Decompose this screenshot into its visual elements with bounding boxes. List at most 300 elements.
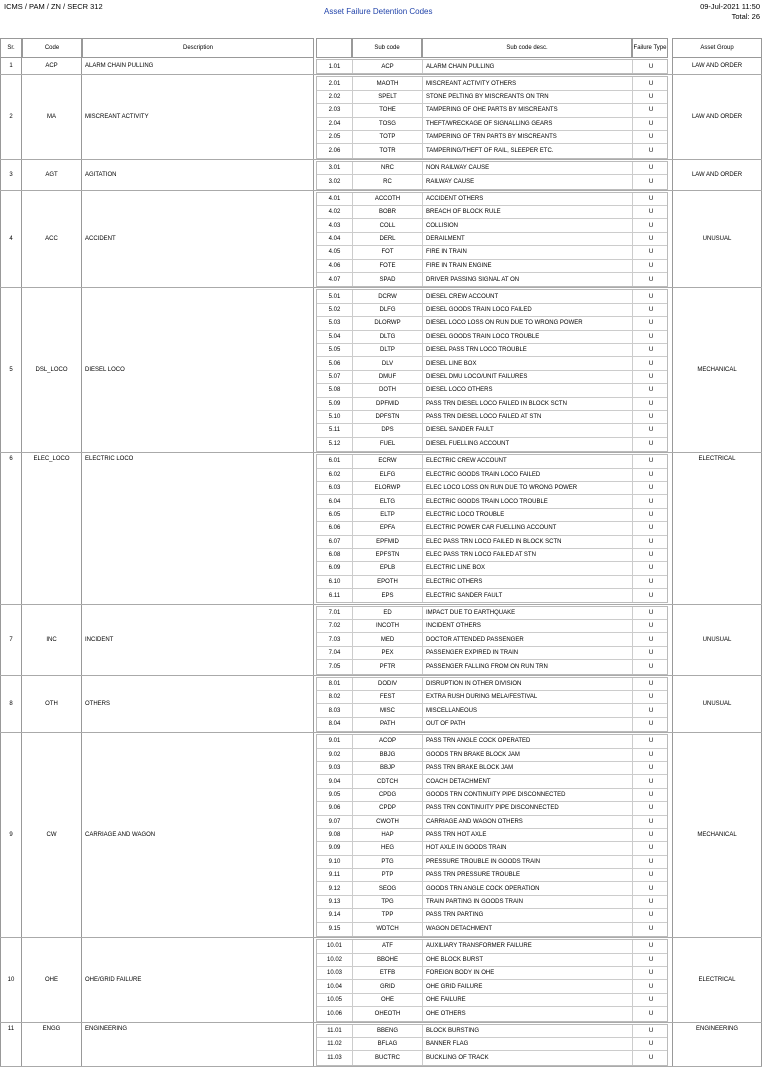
sub-code-row (317, 735, 667, 748)
sub-code-number: 4.05 (317, 246, 353, 258)
sub-code-number: 9.10 (317, 856, 353, 868)
sub-code-row (317, 424, 667, 437)
failure-type: U (648, 134, 654, 141)
failure-type: U (648, 178, 654, 185)
sub-code: FUEL (353, 438, 423, 451)
sub-code: BUCTRC (353, 1051, 423, 1064)
sub-code-row (317, 589, 667, 602)
row-asset-group: ELECTRICAL (672, 938, 762, 1021)
failure-type: U (648, 680, 654, 687)
sub-code-desc: ELECTRIC OTHERS (423, 576, 633, 588)
sub-code-desc: INCIDENT OTHERS (423, 620, 633, 632)
row-code: ELEC_LOCO (22, 453, 82, 603)
sub-code-desc: ELECTRIC LOCO TROUBLE (423, 509, 633, 521)
sub-code-number: 10.01 (317, 940, 353, 952)
sub-code-row (317, 762, 667, 775)
failure-type: U (648, 400, 654, 407)
sub-code-number: 9.09 (317, 842, 353, 854)
sub-code-desc: DISRUPTION IN OTHER DIVISION (423, 678, 633, 690)
sub-code-desc: OHE FAILURE (423, 994, 633, 1006)
col-sub-code-desc: Sub code desc. (422, 38, 632, 58)
sub-code-desc: HOT AXLE IN GOODS TRAIN (423, 842, 633, 854)
failure-type: U (648, 649, 654, 656)
failure-type: U (648, 306, 654, 313)
sub-code-row (317, 775, 667, 788)
sub-code-desc: DRIVER PASSING SIGNAL AT ON (423, 273, 633, 286)
sub-code-desc: EXTRA RUSH DURING MELA/FESTIVAL (423, 691, 633, 703)
sub-code-row (317, 522, 667, 535)
failure-type: U (648, 899, 654, 906)
sub-code-number: 6.09 (317, 562, 353, 574)
sub-code: PTP (353, 869, 423, 881)
row-code: AGT (22, 160, 82, 190)
failure-type: U (648, 195, 654, 202)
failure-type: U (648, 1041, 654, 1048)
sub-code-desc: PASS TRN PARTING (423, 909, 633, 921)
row-code: OHE (22, 938, 82, 1021)
sub-code-row (317, 482, 667, 495)
sub-code-row (317, 77, 667, 90)
failure-type: U (648, 970, 654, 977)
sub-code: BBOHE (353, 954, 423, 966)
table-row (0, 288, 762, 453)
sub-code: BFLAG (353, 1038, 423, 1050)
col-sub-code: Sub code (352, 38, 422, 58)
table-row (0, 160, 762, 191)
failure-type: U (648, 791, 654, 798)
sub-code: EPFMID (353, 536, 423, 548)
row-asset-group: MECHANICAL (672, 288, 762, 452)
sub-code-row (317, 509, 667, 522)
col-sr: Sr. (0, 38, 22, 58)
sub-code-row (317, 967, 667, 980)
sub-code: DCRW (353, 290, 423, 302)
sub-code-row (317, 438, 667, 451)
sub-code-number: 9.12 (317, 882, 353, 894)
failure-type: U (648, 164, 654, 171)
failure-type: U (648, 209, 654, 216)
sub-code-desc: COACH DETACHMENT (423, 775, 633, 787)
sub-code-row (317, 576, 667, 589)
row-description: DIESEL LOCO (82, 288, 314, 452)
sub-code-row (317, 940, 667, 953)
row-sr: 4 (0, 191, 22, 288)
sub-code: DLORWP (353, 317, 423, 329)
row-asset-group: LAW AND ORDER (672, 58, 762, 74)
sub-code-number: 4.02 (317, 206, 353, 218)
sub-code-number: 10.05 (317, 994, 353, 1006)
sub-code-number: 7.05 (317, 660, 353, 673)
sub-code-list (316, 734, 668, 937)
sub-code-desc: BLOCK BURSTING (423, 1025, 633, 1037)
failure-type: U (648, 565, 654, 572)
sub-code-number: 5.05 (317, 344, 353, 356)
sub-code: BBJG (353, 749, 423, 761)
failure-type: U (648, 441, 654, 448)
sub-code: DLTP (353, 344, 423, 356)
sub-code-row (317, 411, 667, 424)
sub-code-desc: PASSENGER FALLING FROM ON RUN TRN (423, 660, 633, 673)
failure-type: U (648, 471, 654, 478)
failure-type: U (648, 885, 654, 892)
sub-code-number: 6.01 (317, 455, 353, 467)
sub-code: ETFB (353, 967, 423, 979)
sub-code-desc: BUCKLING OF TRACK (423, 1051, 633, 1064)
sub-code-number: 9.07 (317, 816, 353, 828)
sub-code-row (317, 162, 667, 175)
sub-code-row (317, 331, 667, 344)
sub-code-number: 2.04 (317, 118, 353, 130)
failure-type: U (648, 943, 654, 950)
sub-code: EPS (353, 589, 423, 602)
row-description: ACCIDENT (82, 191, 314, 288)
sub-code-desc: OUT OF PATH (423, 718, 633, 731)
sub-code: EPLB (353, 562, 423, 574)
sub-code-number: 6.06 (317, 522, 353, 534)
sub-code-desc: TAMPERING/THEFT OF RAIL, SLEEPER ETC. (423, 144, 633, 157)
sub-code: BBENG (353, 1025, 423, 1037)
sub-code-desc: OHE OTHERS (423, 1007, 633, 1020)
sub-code: HEG (353, 842, 423, 854)
table-row (0, 605, 762, 676)
sub-code-number: 1.01 (317, 60, 353, 73)
sub-code: TOSG (353, 118, 423, 130)
sub-code-row (317, 882, 667, 895)
row-code: ACC (22, 191, 82, 288)
failure-type: U (648, 778, 654, 785)
sub-code: INCOTH (353, 620, 423, 632)
sub-code-list (316, 192, 668, 288)
failure-type: U (648, 636, 654, 643)
sub-code: FOT (353, 246, 423, 258)
sub-code: EPFA (353, 522, 423, 534)
sub-code-row (317, 469, 667, 482)
sub-code: TPG (353, 896, 423, 908)
failure-type: U (648, 983, 654, 990)
sub-code-row (317, 549, 667, 562)
sub-code-row (317, 175, 667, 188)
sub-code: ACOP (353, 735, 423, 747)
row-description: ALARM CHAIN PULLING (82, 58, 314, 74)
failure-type: U (648, 1055, 654, 1062)
sub-code-desc: ELEC LOCO LOSS ON RUN DUE TO WRONG POWER (423, 482, 633, 494)
sub-code-desc: TRAIN PARTING IN GOODS TRAIN (423, 896, 633, 908)
sub-code: CPDG (353, 789, 423, 801)
failure-type: U (648, 498, 654, 505)
row-description: CARRIAGE AND WAGON (82, 733, 314, 937)
sub-code: WDTCH (353, 923, 423, 936)
failure-type: U (648, 525, 654, 532)
sub-code-row (317, 678, 667, 691)
sub-code-list (316, 76, 668, 158)
sub-code-row (317, 357, 667, 370)
sub-code-desc: TAMPERING OF TRN PARTS BY MISCREANTS (423, 131, 633, 143)
failure-type: U (648, 511, 654, 518)
sub-code: PATH (353, 718, 423, 731)
sub-code-desc: GOODS TRN CONTINUITY PIPE DISCONNECTED (423, 789, 633, 801)
failure-type: U (648, 872, 654, 879)
sub-code: ATF (353, 940, 423, 952)
sub-code: OHEOTH (353, 1007, 423, 1020)
col-failure-type: Failure Type (632, 38, 668, 58)
failure-type: U (648, 93, 654, 100)
sub-code: DPS (353, 424, 423, 436)
sub-code-row (317, 896, 667, 909)
failure-type: U (648, 276, 654, 283)
sub-code-number: 6.08 (317, 549, 353, 561)
sub-code-row (317, 206, 667, 219)
sub-code-number: 10.03 (317, 967, 353, 979)
sub-code-row (317, 1007, 667, 1020)
sub-code: DLTG (353, 331, 423, 343)
sub-code-number: 6.10 (317, 576, 353, 588)
sub-code: GRID (353, 980, 423, 992)
sub-code: SPELT (353, 91, 423, 103)
sub-code-row (317, 607, 667, 620)
sub-code-number: 5.01 (317, 290, 353, 302)
table-row (0, 75, 762, 159)
sub-code-desc: RAILWAY CAUSE (423, 175, 633, 188)
row-asset-group: LAW AND ORDER (672, 75, 762, 158)
sub-code-row (317, 344, 667, 357)
row-sr: 1 (0, 58, 22, 74)
sub-code-row (317, 842, 667, 855)
failure-type: U (648, 707, 654, 714)
sub-code-desc: ELECTRIC LINE BOX (423, 562, 633, 574)
sub-code-number: 9.02 (317, 749, 353, 761)
sub-code-number: 5.11 (317, 424, 353, 436)
report-total: Total: 26 (731, 12, 760, 21)
failure-type: U (648, 458, 654, 465)
sub-code-desc: PASSENGER EXPIRED IN TRAIN (423, 647, 633, 659)
failure-type: U (648, 926, 654, 933)
sub-code-number: 9.06 (317, 802, 353, 814)
sub-code-number: 5.10 (317, 411, 353, 423)
sub-code-row (317, 495, 667, 508)
table-row (0, 58, 762, 75)
sub-code-number: 9.01 (317, 735, 353, 747)
sub-code-row (317, 789, 667, 802)
sub-code-number: 11.03 (317, 1051, 353, 1064)
sub-code-number: 8.02 (317, 691, 353, 703)
failure-type: U (648, 427, 654, 434)
sub-code-number: 5.02 (317, 304, 353, 316)
page-header (4, 2, 760, 24)
sub-code-list (316, 1024, 668, 1066)
table-row (0, 191, 762, 289)
sub-code-desc: DERAILMENT (423, 233, 633, 245)
sub-code-number: 5.04 (317, 331, 353, 343)
failure-type: U (648, 751, 654, 758)
failure-type: U (648, 609, 654, 616)
table-body (0, 58, 762, 1067)
sub-code-row (317, 647, 667, 660)
sub-code: DODIV (353, 678, 423, 690)
sub-code-row (317, 869, 667, 882)
sub-code-number: 5.12 (317, 438, 353, 451)
failure-type: U (648, 858, 654, 865)
sub-code: ECRW (353, 455, 423, 467)
sub-code-desc: DIESEL GOODS TRAIN LOCO FAILED (423, 304, 633, 316)
detention-codes-table (0, 38, 762, 1067)
table-row (0, 733, 762, 938)
sub-code-number: 4.07 (317, 273, 353, 286)
sub-code-row (317, 384, 667, 397)
sub-code-desc: FIRE IN TRAIN (423, 246, 633, 258)
sub-code-number: 4.03 (317, 219, 353, 231)
sub-code-list (316, 161, 668, 190)
sub-code: PFTR (353, 660, 423, 673)
failure-type: U (648, 623, 654, 630)
sub-code: FOTE (353, 260, 423, 272)
sub-code-row (317, 909, 667, 922)
sub-code-desc: OHE GRID FAILURE (423, 980, 633, 992)
sub-code: EPOTH (353, 576, 423, 588)
row-sr: 8 (0, 676, 22, 733)
report-title: Asset Failure Detention Codes (324, 7, 433, 16)
sub-code: ELTP (353, 509, 423, 521)
sub-code-desc: ELECTRIC SANDER FAULT (423, 589, 633, 602)
sub-code-desc: PASS TRN HOT AXLE (423, 829, 633, 841)
sub-code: ELTG (353, 495, 423, 507)
sub-code: ACCOTH (353, 193, 423, 205)
sub-code-row (317, 260, 667, 273)
sub-code-row (317, 1038, 667, 1051)
col-code: Code (22, 38, 82, 58)
sub-code: MISC (353, 704, 423, 716)
row-description: INCIDENT (82, 605, 314, 675)
failure-type: U (648, 235, 654, 242)
sub-code-number: 9.04 (317, 775, 353, 787)
sub-code-row (317, 131, 667, 144)
row-asset-group: MECHANICAL (672, 733, 762, 937)
row-sr: 3 (0, 160, 22, 190)
row-description: MISCREANT ACTIVITY (82, 75, 314, 158)
sub-code-desc: BANNER FLAG (423, 1038, 633, 1050)
sub-code: OHE (353, 994, 423, 1006)
failure-type: U (648, 320, 654, 327)
sub-code-row (317, 620, 667, 633)
row-code: ACP (22, 58, 82, 74)
sub-code-desc: ELECTRIC GOODS TRAIN LOCO FAILED (423, 469, 633, 481)
sub-code-desc: PASS TRN DIESEL LOCO FAILED IN BLOCK SCTN (423, 398, 633, 410)
row-sr: 2 (0, 75, 22, 158)
sub-code-row (317, 118, 667, 131)
sub-code-row (317, 60, 667, 73)
sub-code-number: 7.04 (317, 647, 353, 659)
sub-code-row (317, 718, 667, 731)
row-description: ENGINEERING (82, 1023, 314, 1066)
sub-code: PTG (353, 856, 423, 868)
sub-code-row (317, 144, 667, 157)
sub-code: FEST (353, 691, 423, 703)
sub-code: CPDP (353, 802, 423, 814)
failure-type: U (648, 347, 654, 354)
sub-code-desc: ELECTRIC POWER CAR FUELLING ACCOUNT (423, 522, 633, 534)
sub-code-row (317, 691, 667, 704)
sub-code: MED (353, 633, 423, 645)
sub-code-list (316, 606, 668, 675)
failure-type: U (648, 485, 654, 492)
sub-code-desc: COLLISION (423, 219, 633, 231)
sub-code-desc: ELECTRIC GOODS TRAIN LOCO TROUBLE (423, 495, 633, 507)
sub-code-desc: ELECTRIC CREW ACCOUNT (423, 455, 633, 467)
sub-code-desc: GOODS TRN ANGLE COCK OPERATION (423, 882, 633, 894)
sub-code-desc: PASS TRN PRESSURE TROUBLE (423, 869, 633, 881)
row-sr: 6 (0, 453, 22, 603)
col-asset-group: Asset Group (672, 38, 762, 58)
sub-code: ELORWP (353, 482, 423, 494)
sub-code: DMUF (353, 371, 423, 383)
report-meta (700, 2, 760, 22)
sub-code-row (317, 633, 667, 646)
failure-type: U (648, 592, 654, 599)
sub-code-number: 2.06 (317, 144, 353, 157)
row-asset-group: UNUSUAL (672, 191, 762, 288)
failure-type: U (648, 996, 654, 1003)
failure-type: U (648, 262, 654, 269)
sub-code-row (317, 923, 667, 936)
sub-code-number: 2.01 (317, 77, 353, 89)
sub-code: COLL (353, 219, 423, 231)
sub-code-number: 5.03 (317, 317, 353, 329)
sub-code: DOTH (353, 384, 423, 396)
sub-code-list (316, 59, 668, 74)
failure-type: U (648, 538, 654, 545)
failure-type: U (648, 765, 654, 772)
sub-code-desc: IMPACT DUE TO EARTHQUAKE (423, 607, 633, 619)
sub-code-row (317, 233, 667, 246)
sub-code-row (317, 704, 667, 717)
sub-code-row (317, 749, 667, 762)
sub-code: CDTCH (353, 775, 423, 787)
sub-code: DLFG (353, 304, 423, 316)
failure-type: U (648, 63, 654, 70)
row-asset-group: ELECTRICAL (672, 453, 762, 603)
sub-code-row (317, 536, 667, 549)
sub-code: NRC (353, 162, 423, 174)
failure-type: U (648, 107, 654, 114)
sub-code-list (316, 289, 668, 452)
sub-code-number: 10.02 (317, 954, 353, 966)
sub-code-row (317, 954, 667, 967)
sub-code-number: 2.05 (317, 131, 353, 143)
sub-code: TPP (353, 909, 423, 921)
sub-code-desc: PRESSURE TROUBLE IN GOODS TRAIN (423, 856, 633, 868)
failure-type: U (648, 578, 654, 585)
failure-type: U (648, 663, 654, 670)
sub-code: BOBR (353, 206, 423, 218)
row-asset-group: ENGINEERING (672, 1023, 762, 1066)
sub-code-number: 9.14 (317, 909, 353, 921)
sub-code-row (317, 317, 667, 330)
sub-code-number: 11.02 (317, 1038, 353, 1050)
sub-code-row (317, 1025, 667, 1038)
row-code: MA (22, 75, 82, 158)
row-asset-group: LAW AND ORDER (672, 160, 762, 190)
sub-code-number: 9.15 (317, 923, 353, 936)
sub-code-number: 9.08 (317, 829, 353, 841)
failure-type: U (648, 414, 654, 421)
sub-code-row (317, 193, 667, 206)
failure-type: U (648, 1010, 654, 1017)
failure-type: U (648, 148, 654, 155)
sub-code-number: 6.04 (317, 495, 353, 507)
sub-code-number: 2.03 (317, 104, 353, 116)
sub-code: PEX (353, 647, 423, 659)
sub-code-number: 8.03 (317, 704, 353, 716)
sub-code-number: 7.01 (317, 607, 353, 619)
